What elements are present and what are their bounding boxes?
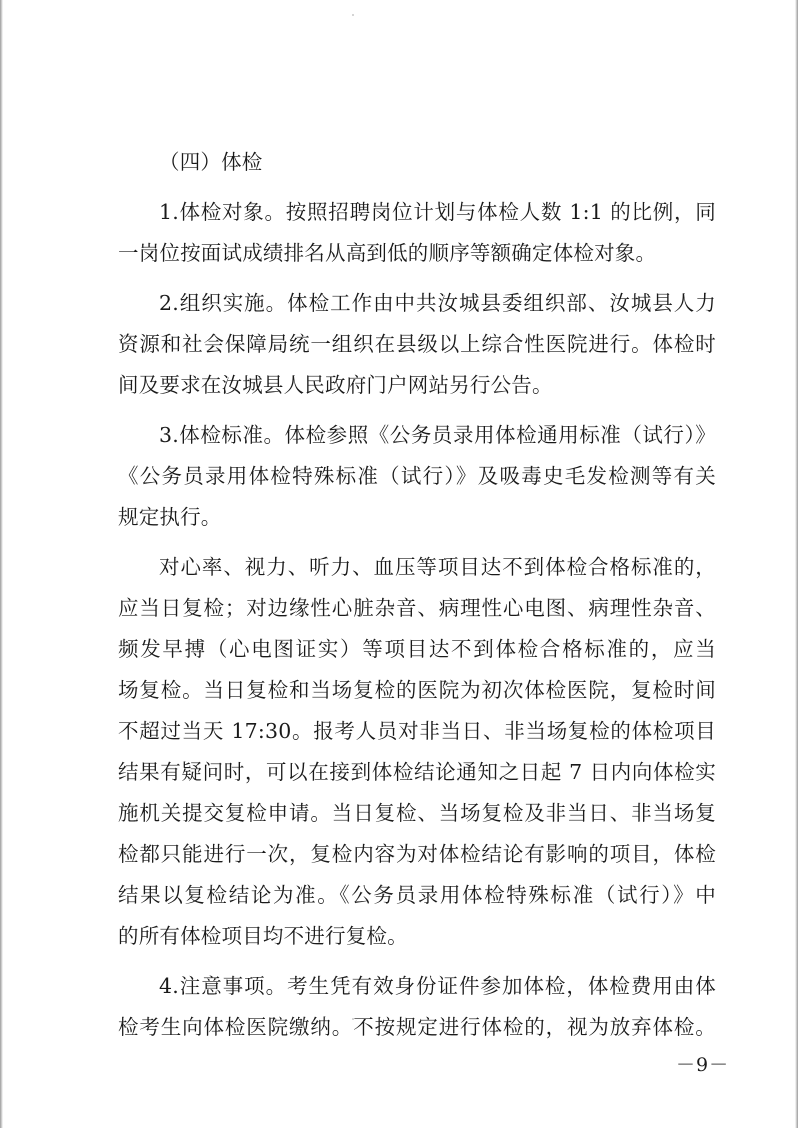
paragraph-line: 对心率、视力、听力、血压等项目达不到体检合格标准的， [159, 555, 716, 579]
paragraph-line: 的所有体检项目均不进行复检。 [118, 924, 408, 948]
paragraph-line: 不超过当天 17:30。报考人员对非当日、非当场复检的体检项目 [118, 719, 716, 743]
paragraph-4 [118, 547, 716, 957]
document-body [118, 142, 716, 1048]
paragraph-line: 3.体检标准。体检参照《公务员录用体检通用标准（试行）》 [159, 423, 716, 447]
paragraph-line: 检考生向体检医院缴纳。不按规定进行体检的，视为放弃体检。 [118, 1015, 716, 1039]
paragraph-line: 《公务员录用体检特殊标准（试行）》及吸毒史毛发检测等有关 [118, 464, 716, 488]
scan-edge-left [0, 0, 3, 1128]
page-number: －9－ [676, 1054, 730, 1076]
paragraph-line: 4.注意事项。考生凭有效身份证件参加体检，体检费用由体 [159, 974, 716, 998]
paragraph-line: 资源和社会保障局统一组织在县级以上综合性医院进行。体检时 [118, 332, 716, 356]
paragraph-line: 结果有疑问时，可以在接到体检结论通知之日起 7 日内向体检实 [118, 760, 716, 784]
paragraph-line: 应当日复检；对边缘性心脏杂音、病理性心电图、病理性杂音、 [118, 596, 716, 620]
paragraph-line: 结果以复检结论为准。《公务员录用体检特殊标准（试行）》中 [118, 883, 716, 907]
paragraph-2 [118, 283, 716, 406]
paragraph-1 [118, 192, 716, 274]
paragraph-line: 一岗位按面试成绩排名从高到低的顺序等额确定体检对象。 [118, 241, 657, 265]
section-heading: （四）体检 [159, 150, 263, 174]
paragraph-line: 频发早搏（心电图证实）等项目达不到体检合格标准的，应当 [118, 637, 716, 661]
paragraph-3 [118, 415, 716, 538]
paragraph-line: 检都只能进行一次，复检内容为对体检结论有影响的项目，体检 [118, 842, 716, 866]
scan-speck [352, 14, 354, 16]
paragraph-line: 施机关提交复检申请。当日复检、当场复检及非当日、非当场复 [118, 801, 716, 825]
paragraph-line: 场复检。当日复检和当场复检的医院为初次体检医院，复检时间 [118, 678, 716, 702]
paragraph-line: 2.组织实施。体检工作由中共汝城县委组织部、汝城县人力 [159, 291, 716, 315]
paragraph-line: 间及要求在汝城县人民政府门户网站另行公告。 [118, 373, 553, 397]
paragraph-line: 1.体检对象。按照招聘岗位计划与体检人数 1:1 的比例，同 [159, 200, 716, 224]
paragraph-5 [118, 966, 716, 1048]
paragraph-line: 规定执行。 [118, 505, 222, 529]
